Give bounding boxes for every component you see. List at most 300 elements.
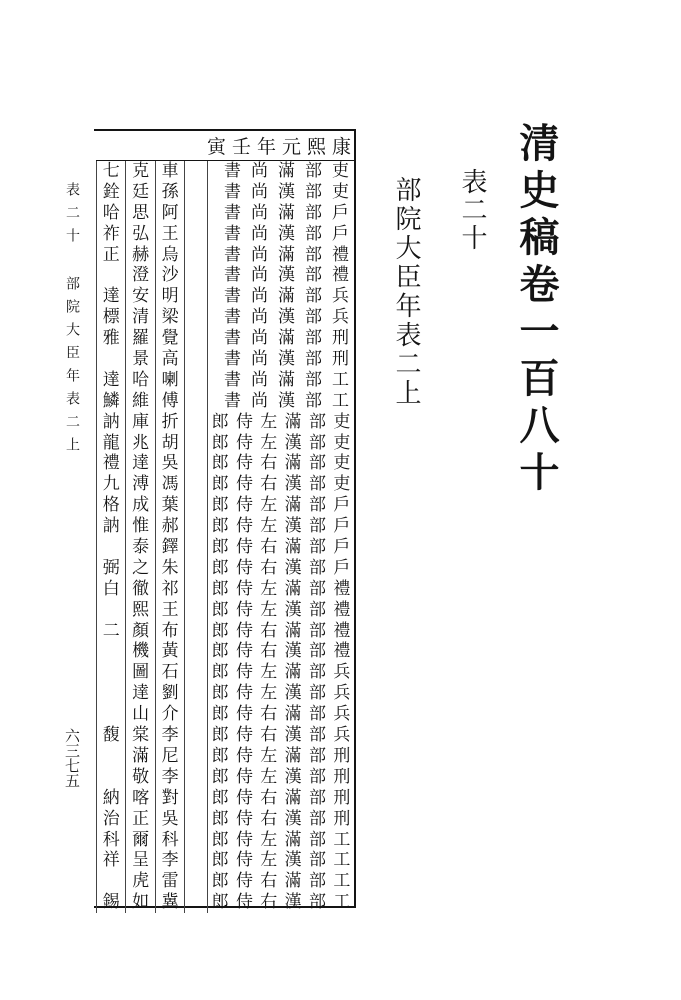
office-title <box>207 809 354 830</box>
office-title <box>207 767 354 788</box>
office-char: 郎 <box>211 516 229 537</box>
official-name-char <box>96 662 125 683</box>
blank-cell <box>184 328 207 349</box>
official-name-char: 禮 <box>96 453 125 474</box>
office-char: 右 <box>260 787 278 808</box>
table-row <box>96 328 354 349</box>
office-char: 兵 <box>333 683 351 704</box>
office-char: 郎 <box>211 745 229 766</box>
official-name-char: 梁 <box>155 307 184 328</box>
office-title <box>207 537 354 558</box>
office-title <box>207 474 354 495</box>
table-row <box>96 767 354 788</box>
official-name-char: 九 <box>96 474 125 495</box>
table-row <box>96 600 354 621</box>
office-char: 尚 <box>251 286 268 307</box>
office-title <box>207 621 354 642</box>
office-char: 戶 <box>333 537 351 558</box>
office-char: 部 <box>308 808 326 829</box>
blank-cell <box>184 265 207 286</box>
office-char: 工 <box>333 850 351 871</box>
office-char: 右 <box>260 725 278 746</box>
table-row <box>96 370 354 391</box>
office-char: 左 <box>260 432 278 453</box>
office-char: 郎 <box>211 850 229 871</box>
office-title <box>207 370 354 391</box>
office-title <box>207 265 354 286</box>
blank-cell <box>184 830 207 851</box>
office-char: 滿 <box>284 829 302 850</box>
office-char: 戶 <box>332 223 349 244</box>
official-name-char: 祥 <box>96 850 125 871</box>
official-name-char: 顏 <box>125 621 154 642</box>
office-char: 部 <box>305 328 322 349</box>
header-char: 寅 <box>206 136 226 158</box>
table-row <box>96 621 354 642</box>
page-number: 六三七五 <box>63 728 81 788</box>
office-char: 吏 <box>333 411 351 432</box>
office-char: 侍 <box>235 453 253 474</box>
blank-cell <box>184 370 207 391</box>
blank-cell <box>184 579 207 600</box>
official-name-char: 科 <box>155 830 184 851</box>
table-row <box>96 224 354 245</box>
official-name-char: 弘 <box>125 224 154 245</box>
office-char: 侍 <box>235 871 253 892</box>
official-name-char <box>96 600 125 621</box>
blank-cell <box>184 746 207 767</box>
official-name-char: 格 <box>96 495 125 516</box>
office-char: 左 <box>260 829 278 850</box>
office-char: 滿 <box>278 202 295 223</box>
office-title <box>207 391 354 412</box>
official-name-char: 景 <box>125 349 154 370</box>
office-char: 郎 <box>211 537 229 558</box>
office-char: 漢 <box>284 641 302 662</box>
blank-cell <box>184 495 207 516</box>
official-name-char: 羅 <box>125 328 154 349</box>
office-char: 刑 <box>332 349 349 370</box>
office-char: 工 <box>332 369 349 390</box>
blank-cell <box>184 203 207 224</box>
official-name-char: 覺 <box>155 328 184 349</box>
office-char: 兵 <box>332 286 349 307</box>
official-name-char: 納 <box>96 788 125 809</box>
table-row <box>96 871 354 892</box>
official-name-char: 黃 <box>155 641 184 662</box>
office-char: 郎 <box>211 411 229 432</box>
header-char: 熙 <box>306 136 326 158</box>
table-title: 部院大臣年表二上 <box>391 176 421 408</box>
office-title <box>207 182 354 203</box>
office-char: 右 <box>260 453 278 474</box>
blank-cell <box>184 600 207 621</box>
table-row <box>96 830 354 851</box>
official-name-char: 馮 <box>155 474 184 495</box>
office-char: 部 <box>308 578 326 599</box>
office-char: 禮 <box>333 641 351 662</box>
office-char: 侍 <box>235 745 253 766</box>
office-char: 尚 <box>251 369 268 390</box>
office-char: 部 <box>305 349 322 370</box>
office-char: 工 <box>333 829 351 850</box>
official-name-char: 傅 <box>155 391 184 412</box>
office-title <box>207 704 354 725</box>
office-char: 侍 <box>235 766 253 787</box>
official-name-char: 虎 <box>125 871 154 892</box>
office-title <box>207 579 354 600</box>
official-name-char: 胡 <box>155 433 184 454</box>
official-name-char: 李 <box>155 850 184 871</box>
table-row <box>96 662 354 683</box>
office-title <box>207 558 354 579</box>
office-char: 滿 <box>284 745 302 766</box>
office-char: 左 <box>260 766 278 787</box>
office-char: 戶 <box>333 516 351 537</box>
table-row <box>96 307 354 328</box>
official-name-char: 哈 <box>96 203 125 224</box>
official-name-char: 雅 <box>96 328 125 349</box>
office-char: 工 <box>333 871 351 892</box>
blank-cell <box>184 182 207 203</box>
office-char: 侍 <box>235 704 253 725</box>
official-name-char: 正 <box>125 809 154 830</box>
table-header-row <box>96 131 354 161</box>
office-char: 兵 <box>333 725 351 746</box>
office-char: 禮 <box>333 599 351 620</box>
office-char: 禮 <box>333 620 351 641</box>
table-row <box>96 788 354 809</box>
office-char: 書 <box>224 390 241 411</box>
header-char: 年 <box>256 136 276 158</box>
office-char: 書 <box>224 265 241 286</box>
office-char: 尚 <box>251 328 268 349</box>
table-row <box>96 349 354 370</box>
official-name-char: 介 <box>155 704 184 725</box>
official-name-char: 葉 <box>155 495 184 516</box>
official-name-char <box>96 683 125 704</box>
official-name-char: 李 <box>155 767 184 788</box>
table-row <box>96 474 354 495</box>
table-number: 表二十 <box>457 168 487 252</box>
official-name-char: 達 <box>96 286 125 307</box>
blank-cell <box>184 683 207 704</box>
office-char: 書 <box>224 286 241 307</box>
official-name-char: 龍 <box>96 433 125 454</box>
blank-cell <box>184 224 207 245</box>
official-name-char: 安 <box>125 286 154 307</box>
official-name-char: 王 <box>155 224 184 245</box>
office-char: 漢 <box>278 307 295 328</box>
blank-cell <box>184 161 207 182</box>
office-char: 漢 <box>278 265 295 286</box>
office-char: 部 <box>308 683 326 704</box>
office-char: 尚 <box>251 307 268 328</box>
official-name-char: 維 <box>125 391 154 412</box>
office-char: 侍 <box>235 829 253 850</box>
official-name-char <box>96 641 125 662</box>
office-char: 滿 <box>284 620 302 641</box>
office-title <box>207 662 354 683</box>
official-name-char: 泰 <box>125 537 154 558</box>
official-name-char <box>96 767 125 788</box>
office-char: 部 <box>305 286 322 307</box>
office-char: 右 <box>260 641 278 662</box>
official-name-char: 達 <box>96 370 125 391</box>
page-title: 清史稿卷一百八十 <box>513 122 560 498</box>
official-name-char: 布 <box>155 621 184 642</box>
table-row <box>96 641 354 662</box>
office-title <box>207 850 354 871</box>
office-title <box>207 307 354 328</box>
office-char: 侍 <box>235 850 253 871</box>
official-name-char: 呈 <box>125 850 154 871</box>
blank-cell <box>184 307 207 328</box>
office-char: 吏 <box>333 474 351 495</box>
official-name-char: 馥 <box>96 725 125 746</box>
table-row <box>96 683 354 704</box>
table-row <box>96 704 354 725</box>
official-name-char: 二 <box>96 621 125 642</box>
office-char: 郎 <box>211 557 229 578</box>
office-char: 郎 <box>211 787 229 808</box>
office-char: 書 <box>224 328 241 349</box>
official-name-char: 正 <box>96 245 125 266</box>
official-name-char: 白 <box>96 579 125 600</box>
official-name-char: 烏 <box>155 245 184 266</box>
office-char: 侍 <box>235 474 253 495</box>
office-char: 郎 <box>211 578 229 599</box>
table-row <box>96 746 354 767</box>
office-title <box>207 161 354 182</box>
table-row <box>96 182 354 203</box>
table-row <box>96 809 354 830</box>
office-title <box>207 516 354 537</box>
office-title <box>207 725 354 746</box>
office-char: 侍 <box>235 557 253 578</box>
office-char: 兵 <box>333 704 351 725</box>
table-row <box>96 433 354 454</box>
office-char: 部 <box>305 202 322 223</box>
office-char: 兵 <box>332 307 349 328</box>
official-name-char: 之 <box>125 558 154 579</box>
official-name-char: 哈 <box>125 370 154 391</box>
office-char: 郎 <box>211 662 229 683</box>
official-name-char: 朱 <box>155 558 184 579</box>
official-name-char <box>96 871 125 892</box>
office-title <box>207 328 354 349</box>
office-char: 滿 <box>284 495 302 516</box>
office-char: 部 <box>308 829 326 850</box>
office-title <box>207 892 354 913</box>
official-name-char: 對 <box>155 788 184 809</box>
official-name-char: 機 <box>125 641 154 662</box>
office-char: 侍 <box>235 599 253 620</box>
blank-cell <box>184 558 207 579</box>
office-char: 郎 <box>211 892 229 913</box>
office-char: 郎 <box>211 495 229 516</box>
office-char: 滿 <box>284 871 302 892</box>
office-char: 漢 <box>284 725 302 746</box>
office-char: 吏 <box>333 432 351 453</box>
office-char: 部 <box>305 161 322 181</box>
header-char: 元 <box>281 136 301 158</box>
office-char: 吏 <box>333 453 351 474</box>
office-char: 刑 <box>333 745 351 766</box>
header-char: 康 <box>331 136 351 158</box>
office-title <box>207 495 354 516</box>
official-name-char: 滿 <box>125 746 154 767</box>
office-char: 尚 <box>251 244 268 265</box>
office-char: 漢 <box>284 892 302 913</box>
office-char: 左 <box>260 495 278 516</box>
office-char: 漢 <box>284 599 302 620</box>
office-char: 侍 <box>235 892 253 913</box>
office-char: 部 <box>308 745 326 766</box>
blank-cell <box>184 704 207 725</box>
office-char: 部 <box>308 662 326 683</box>
office-char: 部 <box>308 453 326 474</box>
office-char: 部 <box>305 223 322 244</box>
blank-cell <box>184 433 207 454</box>
office-title <box>207 830 354 851</box>
office-char: 侍 <box>235 808 253 829</box>
official-name-char: 吳 <box>155 809 184 830</box>
official-name-char: 兆 <box>125 433 154 454</box>
table-row <box>96 579 354 600</box>
blank-cell <box>184 516 207 537</box>
office-char: 侍 <box>235 787 253 808</box>
office-char: 侍 <box>235 620 253 641</box>
office-char: 侍 <box>235 516 253 537</box>
office-char: 滿 <box>278 328 295 349</box>
office-char: 尚 <box>251 181 268 202</box>
office-char: 漢 <box>284 557 302 578</box>
office-title <box>207 788 354 809</box>
office-char: 滿 <box>278 286 295 307</box>
table-row <box>96 453 354 474</box>
office-char: 郎 <box>211 704 229 725</box>
official-name-char: 爾 <box>125 830 154 851</box>
blank-cell <box>184 662 207 683</box>
office-char: 滿 <box>278 244 295 265</box>
blank-cell <box>184 621 207 642</box>
office-char: 右 <box>260 620 278 641</box>
office-char: 郎 <box>211 808 229 829</box>
office-char: 侍 <box>235 662 253 683</box>
office-char: 滿 <box>284 537 302 558</box>
office-char: 右 <box>260 474 278 495</box>
official-name-char: 冀 <box>155 892 184 913</box>
office-title <box>207 349 354 370</box>
office-char: 部 <box>308 892 326 913</box>
official-name-char: 棠 <box>125 725 154 746</box>
office-char: 右 <box>260 537 278 558</box>
office-char: 侍 <box>235 411 253 432</box>
office-title <box>207 203 354 224</box>
office-char: 左 <box>260 850 278 871</box>
table-row <box>96 516 354 537</box>
office-char: 部 <box>308 704 326 725</box>
office-char: 左 <box>260 683 278 704</box>
office-char: 侍 <box>235 537 253 558</box>
office-char: 漢 <box>284 808 302 829</box>
office-char: 漢 <box>284 516 302 537</box>
table-body <box>96 161 354 913</box>
table-row <box>96 203 354 224</box>
office-char: 侍 <box>235 683 253 704</box>
office-char: 郎 <box>211 725 229 746</box>
official-name-char: 劉 <box>155 683 184 704</box>
official-name-char: 徹 <box>125 579 154 600</box>
office-char: 滿 <box>278 369 295 390</box>
office-char: 侍 <box>235 432 253 453</box>
office-char: 左 <box>260 745 278 766</box>
office-char: 左 <box>260 578 278 599</box>
blank-cell <box>184 641 207 662</box>
office-char: 吏 <box>332 161 349 181</box>
official-name-char: 敬 <box>125 767 154 788</box>
official-name-char: 如 <box>125 892 154 913</box>
office-title <box>207 600 354 621</box>
office-char: 戶 <box>333 557 351 578</box>
table-row <box>96 265 354 286</box>
office-char: 吏 <box>332 181 349 202</box>
official-name-char: 尼 <box>155 746 184 767</box>
office-char: 漢 <box>284 766 302 787</box>
office-char: 戶 <box>333 495 351 516</box>
official-name-char: 弼 <box>96 558 125 579</box>
office-char: 部 <box>305 390 322 411</box>
office-char: 部 <box>308 725 326 746</box>
official-name-char: 七 <box>96 161 125 182</box>
office-char: 部 <box>308 787 326 808</box>
office-char: 漢 <box>284 683 302 704</box>
official-name-char: 鱗 <box>96 391 125 412</box>
official-name-char: 訥 <box>96 516 125 537</box>
office-char: 尚 <box>251 349 268 370</box>
office-char: 工 <box>333 892 351 913</box>
official-name-char: 溥 <box>125 474 154 495</box>
table-row <box>96 850 354 871</box>
official-name-char: 熙 <box>125 600 154 621</box>
official-name-char: 高 <box>155 349 184 370</box>
office-char: 尚 <box>251 265 268 286</box>
office-char: 尚 <box>251 161 268 181</box>
official-name-char: 赫 <box>125 245 154 266</box>
office-char: 工 <box>332 390 349 411</box>
office-char: 部 <box>308 599 326 620</box>
office-char: 部 <box>308 620 326 641</box>
official-name-char: 治 <box>96 809 125 830</box>
official-name-char: 克 <box>125 161 154 182</box>
table-row <box>96 537 354 558</box>
office-char: 部 <box>305 181 322 202</box>
office-char: 右 <box>260 704 278 725</box>
office-char: 尚 <box>251 223 268 244</box>
blank-cell <box>184 349 207 370</box>
office-char: 漢 <box>278 390 295 411</box>
office-char: 尚 <box>251 202 268 223</box>
office-char: 漢 <box>278 181 295 202</box>
office-char: 部 <box>308 871 326 892</box>
table-row <box>96 161 354 182</box>
official-name-char: 孫 <box>155 182 184 203</box>
official-name-char: 石 <box>155 662 184 683</box>
blank-cell <box>184 788 207 809</box>
official-name-char <box>96 265 125 286</box>
official-name-char: 山 <box>125 704 154 725</box>
